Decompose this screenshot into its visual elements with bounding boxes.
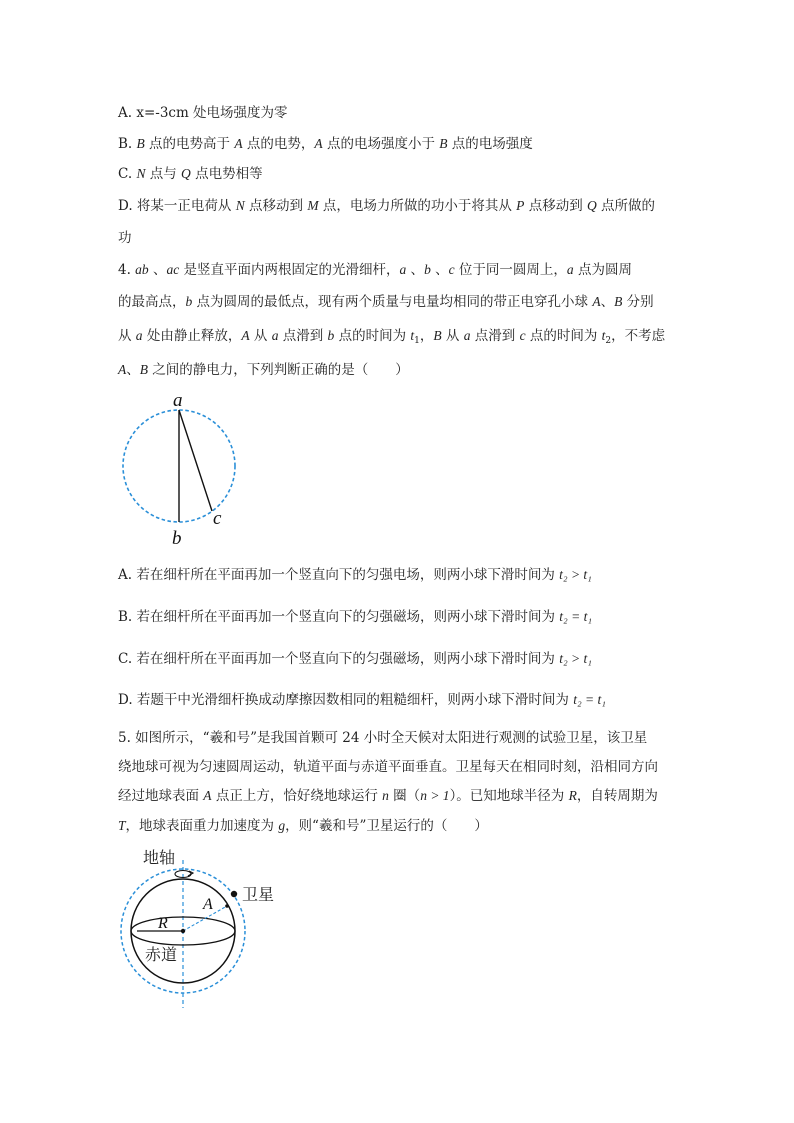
q4-l3-p7: 从 <box>441 328 464 344</box>
q5-l3-v1: A <box>203 788 212 803</box>
q4-l2-v1: b <box>185 294 193 309</box>
q5-equator-label: 赤道 <box>145 947 178 964</box>
q4-l1-v6: a <box>566 262 574 277</box>
q3-option-d-p2: 点移动到 <box>244 198 308 214</box>
q4-l1-v4: b <box>424 262 431 277</box>
q3-option-c-p1: C. <box>118 166 137 182</box>
q4-l3-p4: 点滑到 <box>278 328 328 344</box>
q3-option-c <box>118 164 263 184</box>
q4-l3-p5: 点的时间为 <box>334 328 411 344</box>
q5-l4-p2: ，则“羲和号”卫星运行的（ ） <box>285 818 488 834</box>
q3-option-d-v4: Q <box>587 198 597 213</box>
q5-l4-p1: ，地球表面重力加速度为 <box>125 818 279 834</box>
q3-option-c-p2: 点与 <box>145 166 182 182</box>
q4-option-b-formula: t₂ = t₁ <box>559 609 593 624</box>
q4-l3-v5: t <box>410 328 415 343</box>
q4-rod-ac <box>179 410 212 511</box>
q5-l3-v3: n > 1 <box>420 788 450 803</box>
q4-l2-p4: 分别 <box>622 294 654 310</box>
q4-l3-p6: ， <box>419 328 434 344</box>
q5-axis-label: 地轴 <box>143 850 176 867</box>
q5-l2-text: 绕地球可视为匀速圆周运动，轨道平面与赤道平面垂直。卫星每天在相同时刻，沿相同方向 <box>118 759 658 775</box>
q4-option-c <box>118 649 592 669</box>
q4-l1-p7: 点为圆周 <box>573 262 632 278</box>
q4-label-b: b <box>172 528 182 548</box>
q5-point-A <box>225 904 229 908</box>
q4-l3-p3: 从 <box>249 328 272 344</box>
q4-l1-v3: a <box>399 262 407 277</box>
q4-label-a: a <box>173 390 183 411</box>
q5-stem-line-1 <box>118 728 647 748</box>
q4-l3-v9: t <box>601 328 606 343</box>
q4-l1-p5: 、 <box>430 262 449 278</box>
q5-earth-figure <box>115 840 295 1015</box>
q4-option-a-text: A. 若在细杆所在平面再加一个竖直向下的匀强电场，则两小球下滑时间为 <box>118 567 560 583</box>
q3-option-c-v1: N <box>136 166 146 181</box>
q4-stem-line-1 <box>118 260 632 280</box>
q4-l1-p1: 4. <box>118 262 136 278</box>
q3-option-b-v1: B <box>136 136 145 151</box>
q4-option-a-formula: t₂ > t₁ <box>559 567 592 582</box>
q4-l2-v2: A <box>592 294 601 309</box>
q3-option-b-p2: 点的电势高于 <box>144 136 235 152</box>
q3-option-b-p5: 点的电场强度 <box>447 136 533 152</box>
q4-option-b-text: B. 若在细杆所在平面再加一个竖直向下的匀强磁场，则两小球下滑时间为 <box>118 609 560 625</box>
q5-earth-center <box>181 929 185 933</box>
q4-l3-p8: 点滑到 <box>470 328 520 344</box>
q5-l3-p2: 点正上方，恰好绕地球运行 <box>211 788 383 804</box>
q4-option-c-text: C. 若在细杆所在平面再加一个竖直向下的匀强磁场，则两小球下滑时间为 <box>118 651 560 667</box>
q5-stem-line-3 <box>118 786 658 806</box>
q4-option-a <box>118 565 592 585</box>
q4-l1-p2: 、 <box>148 262 167 278</box>
q4-l1-p3: 是竖直平面内两根固定的光滑细杆， <box>179 262 400 278</box>
q4-option-d-formula: t₂ = t₁ <box>573 692 606 707</box>
q3-option-d-cont <box>118 228 132 248</box>
q4-circle-figure <box>110 388 250 548</box>
q4-stem-line-4 <box>118 360 409 380</box>
q4-l2-p2: 点为圆周的最低点，现有两个质量与电量均相同的带正电穿孔小球 <box>192 294 593 310</box>
q3-option-d-p1: D. 将某一正电荷从 <box>118 198 236 214</box>
q5-l3-p5: ，自转周期为 <box>576 788 658 804</box>
q4-option-d <box>118 690 606 710</box>
q4-l3-p2: 处由静止释放， <box>142 328 242 344</box>
q3-option-d <box>118 196 655 216</box>
q4-l3-p1: 从 <box>118 328 136 344</box>
q4-l3-v1: a <box>135 328 143 343</box>
q4-l3-s5: 1 <box>414 336 420 346</box>
q4-l1-p4: 、 <box>406 262 425 278</box>
q3-option-d-v3: P <box>516 198 525 213</box>
q4-l3-v8: c <box>519 328 526 343</box>
q4-label-c: c <box>213 508 222 529</box>
q3-option-b-v4: B <box>439 136 448 151</box>
q3-option-b-p4: 点的电场强度小于 <box>322 136 440 152</box>
q5-l3-v2: n <box>382 788 389 803</box>
q4-l4-v1: A <box>118 362 127 377</box>
q4-l3-v4: b <box>327 328 335 343</box>
q4-l4-p1: 、 <box>126 362 140 378</box>
q5-l3-p1: 经过地球表面 <box>118 788 204 804</box>
q3-option-b-p3: 点的电势， <box>242 136 315 152</box>
q5-l3-p3: 圈（ <box>388 788 421 804</box>
q3-option-b <box>118 134 533 154</box>
q3-option-b-v2: A <box>234 136 243 151</box>
q4-l3-v2: A <box>241 328 250 343</box>
q5-label-A: A <box>203 896 213 913</box>
q3-option-d-v1: N <box>235 198 245 213</box>
q5-l3-p4: ）。已知地球半径为 <box>449 788 569 804</box>
q3-option-a-text: A. x=-3cm 处电场强度为零 <box>118 105 288 121</box>
q5-satellite-icon <box>231 891 237 897</box>
q4-stem-line-2 <box>118 292 654 312</box>
q4-option-c-formula: t₂ > t₁ <box>559 651 592 666</box>
q5-stem-line-2 <box>118 757 658 777</box>
q4-l1-v1: ab <box>135 262 149 277</box>
q4-l3-v6: B <box>433 328 442 343</box>
q4-l2-v3: B <box>614 294 623 309</box>
q4-l3-p9: 点的时间为 <box>525 328 602 344</box>
q3-option-c-p3: 点电势相等 <box>190 166 263 182</box>
q4-l4-v2: B <box>139 362 148 377</box>
q3-option-d-p4: 点移动到 <box>524 198 588 214</box>
q5-label-R: R <box>158 915 168 932</box>
q3-option-b-p1: B. <box>118 136 137 152</box>
q4-l3-s9: 2 <box>605 336 612 346</box>
q5-stem-line-4 <box>118 816 488 836</box>
q3-option-d-cont-text: 功 <box>118 230 132 246</box>
q3-option-b-v3: A <box>314 136 323 151</box>
q4-l2-p1: 的最高点， <box>118 294 186 310</box>
q5-satellite-label: 卫星 <box>242 887 275 904</box>
q4-l4-p2: 之间的静电力，下列判断正确的是（ ） <box>148 362 409 378</box>
q3-option-a <box>118 103 288 123</box>
q5-l4-v1: T <box>118 818 126 833</box>
q4-l2-p3: 、 <box>600 294 615 310</box>
q4-l1-p6: 位于同一圆周上， <box>454 262 567 278</box>
q4-l3-p10: ，不考虑 <box>611 328 666 344</box>
q4-l1-v2: ac <box>166 262 180 277</box>
q4-option-b <box>118 607 592 627</box>
q3-option-d-p3: 点，电场力所做的功小于将其从 <box>318 198 517 214</box>
q4-l1-v5: c <box>448 262 455 277</box>
q4-l3-v7: a <box>463 328 471 343</box>
q5-l3-v4: R <box>568 788 577 803</box>
q4-stem-line-3 <box>118 326 665 351</box>
q5-l4-v2: g <box>278 818 286 833</box>
q4-l3-v3: a <box>271 328 279 343</box>
q4-option-d-text: D. 若题干中光滑细杆换成动摩擦因数相同的粗糙细杆，则两小球下滑时间为 <box>118 692 574 708</box>
q3-option-d-v2: M <box>307 198 319 213</box>
q5-l1-text: 5. 如图所示，“羲和号”是我国首颗可 24 小时全天候对太阳进行观测的试验卫星，该卫星 <box>118 730 648 746</box>
q3-option-d-p5: 点所做的 <box>596 198 656 214</box>
q3-option-c-v2: Q <box>181 166 191 181</box>
